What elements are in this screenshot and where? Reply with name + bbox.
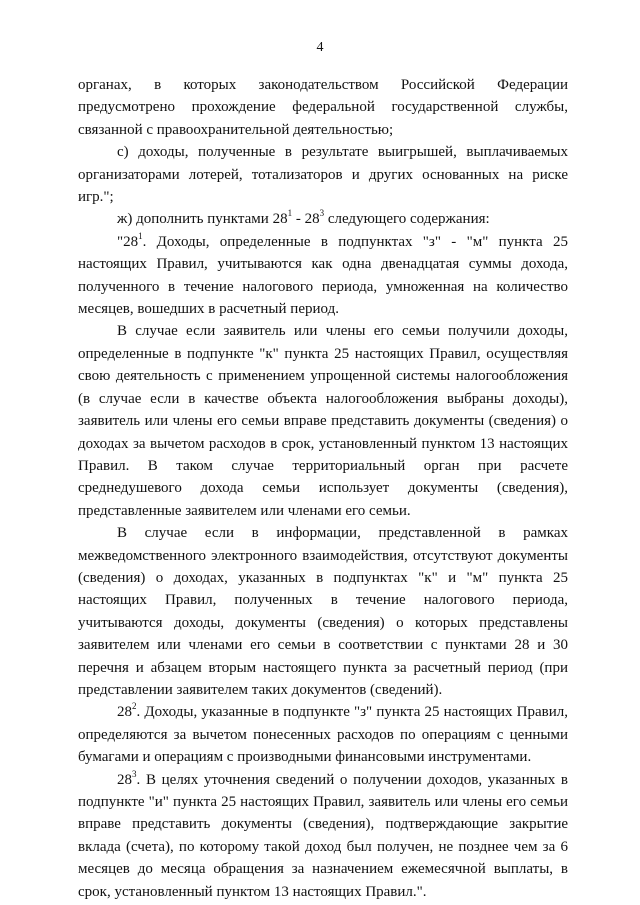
superscript: 3 bbox=[319, 208, 325, 219]
paragraph bbox=[78, 701, 568, 768]
text-run: В случае если заявитель или члены его семьи получили доходы, определенные в подпункте "к" пункта 25 настоящих Правил, осуществляя свою деятельность с применением упрощенной системы налогообложения (в случае если в качестве объекта налогообложения выбраны доходы), заявитель или члены его семьи вправе представить документы (сведения) о доходах за вычетом расходов в срок, установленный пунктом 13 настоящих Правил. В таком случае территориальный орган при расчете среднедушевого дохода семьи использует документы (сведения), представленные заявителем или членами его семьи. bbox=[78, 323, 568, 519]
text-run: . Доходы, указанные в подпункте "з" пункта 25 настоящих Правил, определяются за вычетом понесенных расходов по операциям с ценными бумагами и операциям с производными финансовыми инструментами. bbox=[78, 704, 568, 766]
text-run: органах, в которых законодательством Российской Федерации предусмотрено прохождение федеральной государственной службы, связанной с правоохранительной деятельностью; bbox=[78, 77, 568, 138]
text-run: "28 bbox=[117, 233, 139, 250]
superscript: 1 bbox=[287, 208, 293, 219]
superscript: 3 bbox=[132, 768, 137, 779]
text-run: - 28 bbox=[292, 211, 320, 228]
text-run: . Доходы, определенные в подпунктах "з" - "м" пункта 25 настоящих Правил, учитываются как одна двенадцатая суммы дохода, полученного в течение налогового периода, умноженная на количество месяцев, вошедших в расчетный период. bbox=[78, 233, 568, 318]
paragraph bbox=[78, 141, 568, 208]
paragraph bbox=[78, 320, 568, 522]
paragraph bbox=[78, 522, 568, 701]
text-run: 28 bbox=[117, 704, 132, 721]
paragraph bbox=[78, 769, 568, 903]
page-number: 4 bbox=[316, 40, 324, 55]
text-run: . В целях уточнения сведений о получении доходов, указанных в подпункте "и" пункта 25 настоящих Правил, заявитель или члены его семьи вправе представить документы (сведения), подтверждающие закрытие вклада (счета), по которому такой доход был получен, не позднее чем за 6 месяцев до месяца обращения за назначением ежемесячной выплаты, в срок, установленный пунктом 13 настоящих Правил.". bbox=[78, 771, 568, 900]
paragraph bbox=[78, 208, 568, 230]
document-body bbox=[78, 74, 568, 903]
text-run: В случае если в информации, представленной в рамках межведомственного электронного взаимодействия, отсутствуют документы (сведения) о доходах, указанных в подпунктах "к" и "м" пункта 25 настоящих Правил, полученных в течение налогового периода, учитываются доходы, документы (сведения) о которых представлены заявителем или членами его семьи в соответствии с пунктами 28 и 30 перечня и абзацем вторым настоящего пункта за расчетный период (при представлении заявителем таких документов (сведений). bbox=[78, 525, 568, 698]
text-run: ж) дополнить пунктами 28 bbox=[117, 211, 288, 228]
paragraph bbox=[78, 74, 568, 141]
text-run: следующего содержания: bbox=[324, 211, 490, 228]
text-run: с) доходы, полученные в результате выигрышей, выплачиваемых организаторами лотерей, тотализаторов и других основанных на риске игр."; bbox=[78, 144, 568, 206]
paragraph bbox=[78, 231, 568, 321]
text-run: 28 bbox=[117, 771, 132, 788]
superscript: 1 bbox=[138, 230, 143, 241]
superscript: 2 bbox=[132, 701, 137, 712]
